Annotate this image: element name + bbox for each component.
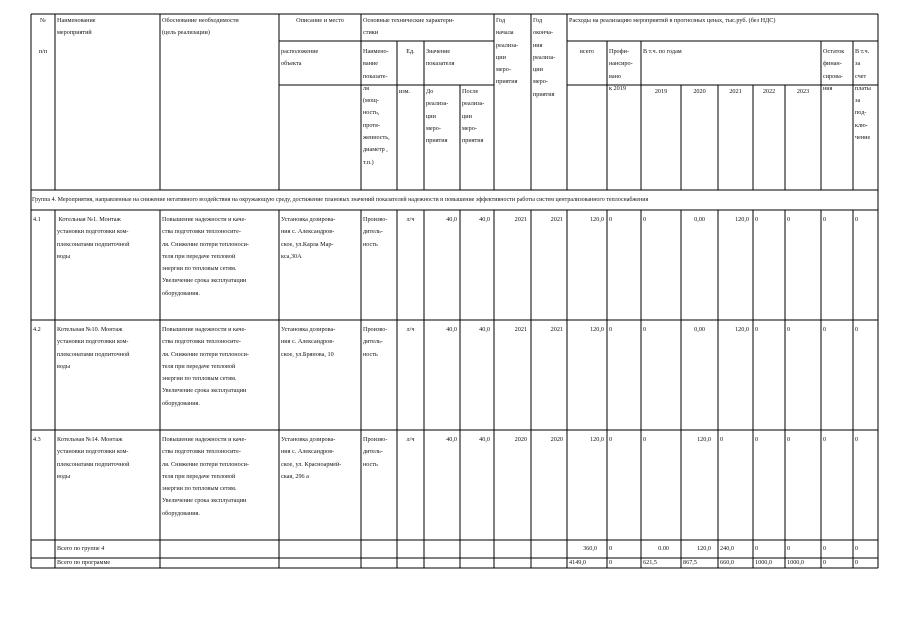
row-2023: 0 (787, 216, 791, 223)
row-2020: 0,00 (694, 216, 705, 223)
header-incl-fee: В т.ч. за счет платы за под- клю- чение (855, 48, 871, 142)
row-2019: 0 (643, 326, 647, 333)
row-2023: 0 (787, 436, 791, 443)
row-2022: 0 (755, 216, 759, 223)
header-start-year: Год начала реализа- ции меро- приятия (496, 17, 519, 86)
header-expenses: Расходы на реализацию мероприятий в прогнозных ценах, тыс.руб. (без НДС) (569, 17, 776, 24)
row-before: 40,0 (446, 436, 457, 443)
row-location: Установка дозирова- ния с. Александров- ское, ул. Красноармей- ская, 296 а (281, 436, 342, 480)
group-total-2019: 0.00 (658, 545, 669, 552)
row-no: 4.1 (33, 216, 41, 223)
group-total-fee: 0 (855, 545, 859, 552)
group-total-total: 360,0 (583, 545, 597, 552)
row-2020: 120,0 (697, 436, 711, 443)
program-total-label: Всего по программе (57, 559, 111, 566)
row-after: 40,0 (479, 216, 490, 223)
row-2021: 0 (720, 436, 724, 443)
header-year-2022: 2022 (762, 88, 776, 95)
header-unit: Ед. (406, 48, 415, 55)
header-unit-sub: изм. (399, 88, 411, 95)
header-no-sub: п/п (38, 48, 48, 55)
row-no: 4.2 (33, 326, 41, 333)
row-end: 2021 (550, 216, 563, 223)
group-total-2021: 240,0 (720, 545, 734, 552)
group-total-remainder: 0 (823, 545, 827, 552)
header-tech: Основные технические характери- стики (363, 17, 455, 37)
group-title: Группа 4. Мероприятия, направленные на снижение негативного воздействия на окружающую среду, достижение плановых значений показателей надежности и повышение эффективности работы систем централизованного теплоснабжения (32, 197, 649, 203)
program-total-2021: 660,0 (720, 559, 734, 566)
row-2021: 120,0 (735, 216, 749, 223)
header-end-year: Год оконча- ния реализа- ции меро- приятия (533, 17, 556, 98)
row-start: 2021 (514, 216, 527, 223)
row-2021: 120,0 (735, 326, 749, 333)
row-after: 40,0 (479, 326, 490, 333)
header-by-years: В т.ч. по годам (643, 48, 682, 55)
row-after: 40,0 (479, 436, 490, 443)
row-before: 40,0 (446, 326, 457, 333)
row-justification: Повышение надежности и каче- ства подготовки теплоносите- ля. Снижение потери теплоноси- теля при передаче тепловой энергии по тепловым сетям. Увеличение срока эксплуатации оборудования. (162, 216, 249, 297)
header-remainder: Остаток финан- сирова- ния (823, 48, 845, 92)
header-year-2020: 2020 (693, 88, 706, 95)
row-param: Произво- дитель- ность (363, 216, 388, 248)
row-unit: л/ч (406, 326, 415, 333)
program-total-total: 4149,0 (569, 559, 587, 566)
row-location: Установка дозирова- ния с. Александров- ское, ул.Карла Мар- кса,30А (281, 216, 336, 260)
group-total-2023: 0 (787, 545, 791, 552)
row-start: 2020 (514, 436, 527, 443)
row-location: Установка дозирова- ния с. Александров- ское, ул.Брянова, 10 (281, 326, 336, 358)
header-year-2019: 2019 (654, 88, 668, 95)
group-total-2022: 0 (755, 545, 759, 552)
row-justification: Повышение надежности и каче- ства подготовки теплоносите- ля. Снижение потери теплоноси- теля при передаче тепловой энергии по тепловым сетям. Увеличение срока эксплуатации оборудования. (162, 436, 249, 517)
row-end: 2021 (550, 326, 563, 333)
row-name: Котельная №14. Монтаж установки подготовки ком- плексонатами подпиточной воды (57, 436, 130, 480)
program-total-2020: 867,5 (683, 559, 697, 566)
header-description: Описание и место (296, 17, 344, 24)
row-start: 2021 (514, 326, 527, 333)
row-unit: л/ч (406, 216, 415, 223)
row-name: Котельная №10. Монтаж установки подготовки ком- плексонатами подпиточной воды (57, 326, 130, 370)
row-end: 2020 (550, 436, 563, 443)
row-remainder: 0 (823, 326, 827, 333)
header-after: После реализа- ции меро- приятия (462, 88, 485, 145)
row-justification: Повышение надежности и каче- ства подготовки теплоносите- ля. Снижение потери теплоноси- теля при передаче тепловой энергии по тепловым сетям. Увеличение срока эксплуатации оборудования. (162, 326, 249, 407)
row-name: Котельная №1. Монтаж установки подготовки ком- плексонатами подпиточной воды (57, 216, 130, 260)
header-total: всего (580, 48, 594, 55)
program-total-2022: 1000,0 (755, 559, 773, 566)
header-name: Наименование мероприятий (57, 17, 96, 37)
program-total-remainder: 0 (823, 559, 827, 566)
group-total-label: Всего по группе 4 (57, 545, 105, 552)
row-remainder: 0 (823, 216, 827, 223)
row-unit: л/ч (406, 436, 415, 443)
header-year-2023: 2023 (796, 88, 810, 95)
row-total: 120,0 (590, 216, 604, 223)
program-total-2019: 621,5 (643, 559, 657, 566)
row-fee: 0 (855, 326, 859, 333)
row-financed: 0 (609, 326, 613, 333)
program-total-2023: 1000,0 (787, 559, 805, 566)
header-justification: Обоснование необходимости (цель реализации) (162, 17, 239, 37)
program-total-fee: 0 (855, 559, 859, 566)
header-financed: Профи- нансиро- вано к 2019 (609, 48, 633, 92)
row-fee: 0 (855, 216, 859, 223)
header-before: До реализа- ции меро- приятия (426, 88, 449, 145)
header-location: расположение объекта (281, 48, 319, 68)
row-2022: 0 (755, 326, 759, 333)
row-2019: 0 (643, 216, 647, 223)
row-financed: 0 (609, 436, 613, 443)
header-no: № (40, 17, 46, 24)
row-param: Произво- дитель- ность (363, 326, 388, 358)
program-total-financed: 0 (609, 559, 613, 566)
row-2023: 0 (787, 326, 791, 333)
row-total: 120,0 (590, 436, 604, 443)
row-remainder: 0 (823, 436, 827, 443)
group-total-2020: 120,0 (697, 545, 711, 552)
row-before: 40,0 (446, 216, 457, 223)
group-total-financed: 0 (609, 545, 613, 552)
header-values: Значение показателя (426, 48, 455, 68)
row-2022: 0 (755, 436, 759, 443)
row-fee: 0 (855, 436, 859, 443)
row-param: Произво- дитель- ность (363, 436, 388, 468)
header-year-2021: 2021 (729, 88, 742, 95)
header-param-name: Наимено- вание показате- ля (мощ- ность, протя- женность, диаметр , т.п.) (363, 48, 390, 166)
row-financed: 0 (609, 216, 613, 223)
row-2019: 0 (643, 436, 647, 443)
row-no: 4.3 (33, 436, 41, 443)
row-2020: 0,00 (694, 326, 705, 333)
row-total: 120,0 (590, 326, 604, 333)
